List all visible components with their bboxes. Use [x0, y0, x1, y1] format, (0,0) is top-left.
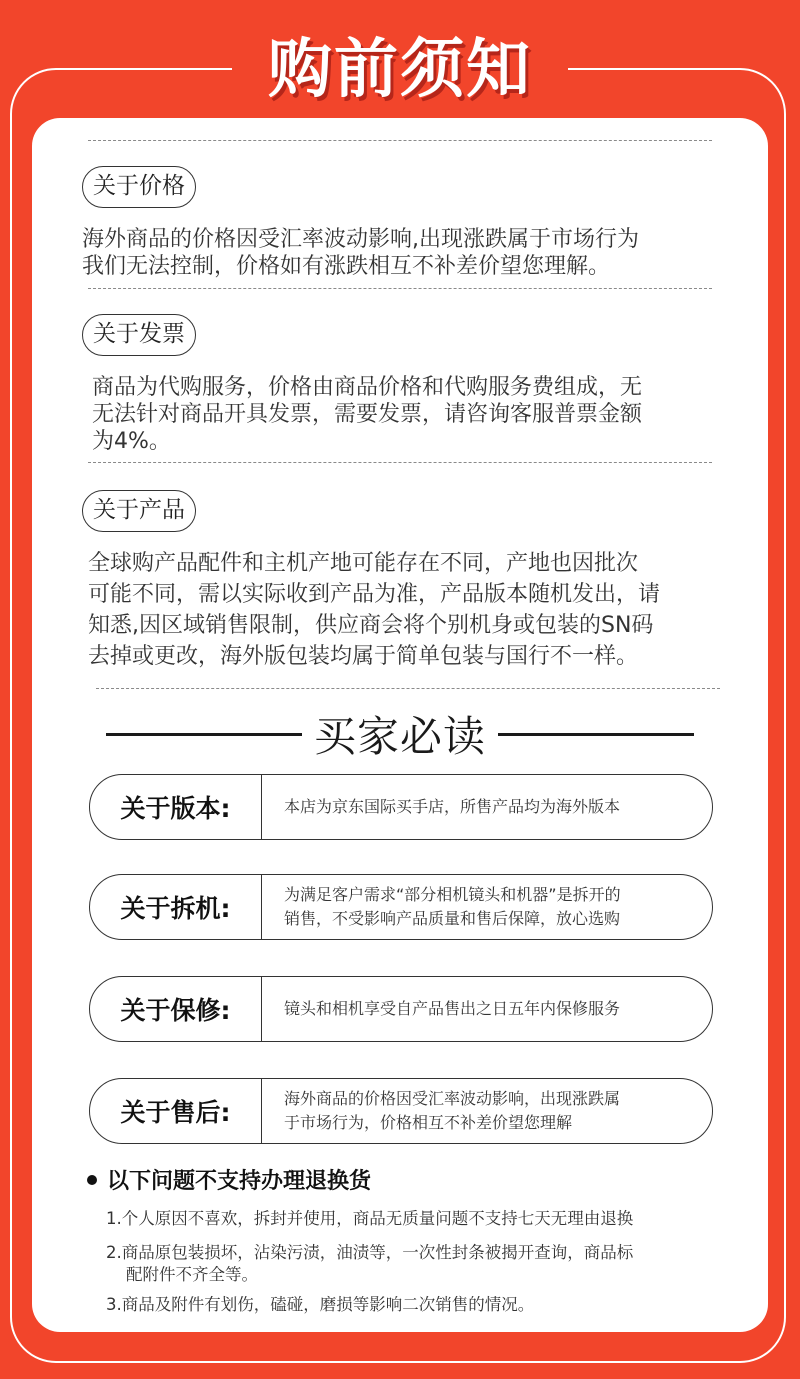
- buyer-item-text: [262, 1087, 620, 1135]
- text-line: 知悉,因区域销售限制，供应商会将个别机身或包装的SN码: [88, 613, 654, 638]
- divider: [96, 688, 720, 689]
- divider: [88, 140, 712, 141]
- notice-product-label: 关于产品: [82, 490, 196, 532]
- notice-invoice-text: [92, 374, 642, 455]
- content-card: [32, 118, 768, 1332]
- buyer-item-version: [89, 774, 713, 840]
- text-line: 为4%。: [92, 429, 171, 454]
- bullet-dot-icon: [87, 1175, 97, 1185]
- returns-heading: [87, 1164, 371, 1195]
- heading-line-left: [106, 733, 302, 736]
- buyer-item-text: [262, 883, 621, 931]
- text-line: 海外商品的价格因受汇率波动影响,出现涨跌属于市场行为: [82, 227, 639, 252]
- notice-price-label: 关于价格: [82, 166, 196, 208]
- returns-item: [106, 1294, 534, 1316]
- text-line: 本店为京东国际买手店，所售产品均为海外版本: [284, 797, 621, 816]
- returns-heading-text: 以下问题不支持办理退换货: [107, 1169, 372, 1194]
- text-line: 无法针对商品开具发票，需要发票，请咨询客服普票金额: [92, 402, 643, 427]
- divider: [88, 462, 712, 463]
- text-line: 我们无法控制，价格如有涨跌相互不补差价望您理解。: [82, 254, 611, 279]
- buyer-item-text: [262, 795, 620, 819]
- text-line: 配附件不齐全等。: [126, 1265, 258, 1284]
- buyer-section-heading: [32, 706, 768, 762]
- text-line: 商品为代购服务，价格由商品价格和代购服务费组成，无: [92, 375, 643, 400]
- returns-item: [106, 1242, 633, 1286]
- buyer-item-warranty: [89, 976, 713, 1042]
- buyer-item-label: 关于版本:: [90, 775, 262, 839]
- buyer-item-text: [262, 997, 620, 1021]
- notice-invoice-label: 关于发票: [82, 314, 196, 356]
- returns-item: [106, 1208, 633, 1230]
- buyer-item-aftersales: [89, 1078, 713, 1144]
- text-line: 海外商品的价格因受汇率波动影响，出现涨跌属: [284, 1089, 621, 1108]
- notice-product-text: [88, 548, 660, 672]
- buyer-section-title: 买家必读: [313, 712, 486, 761]
- notice-price-text: [82, 226, 639, 280]
- text-line: 可能不同，需以实际收到产品为准，产品版本随机发出，请: [88, 582, 661, 607]
- buyer-item-label: 关于售后:: [90, 1079, 262, 1143]
- buyer-item-label: 关于拆机:: [90, 875, 262, 939]
- text-line: 3.商品及附件有划伤，磕碰，磨损等影响二次销售的情况。: [106, 1295, 535, 1314]
- heading-line-right: [498, 733, 694, 736]
- text-line: 镜头和相机享受自产品售出之日五年内保修服务: [284, 999, 621, 1018]
- text-line: 2.商品原包装损坏，沾染污渍，油渍等，一次性封条被揭开查询，商品标: [106, 1243, 634, 1262]
- text-line: 销售，不受影响产品质量和售后保障，放心选购: [284, 909, 621, 928]
- buyer-item-disassembly: [89, 874, 713, 940]
- page-title: 购前须知: [268, 33, 532, 107]
- title-banner: [232, 14, 568, 114]
- text-line: 1.个人原因不喜欢，拆封并使用，商品无质量问题不支持七天无理由退换: [106, 1209, 634, 1228]
- divider: [88, 288, 712, 289]
- text-line: 于市场行为，价格相互不补差价望您理解: [284, 1113, 573, 1132]
- text-line: 去掉或更改，海外版包装均属于简单包装与国行不一样。: [88, 644, 639, 669]
- text-line: 为满足客户需求“部分相机镜头和机器”是拆开的: [284, 885, 621, 904]
- text-line: 全球购产品配件和主机产地可能存在不同，产地也因批次: [88, 551, 639, 576]
- buyer-item-label: 关于保修:: [90, 977, 262, 1041]
